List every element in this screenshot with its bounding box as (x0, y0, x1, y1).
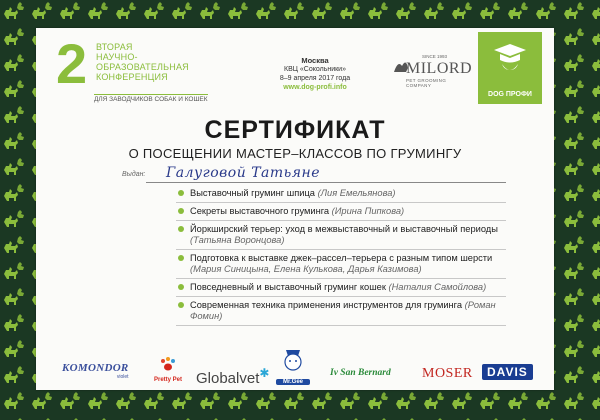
class-topic: Йоркширский терьер: уход в межвыставочный и выставочный периоды (190, 224, 498, 234)
moser-logo: MOSER (422, 366, 473, 381)
bullet-icon (178, 226, 184, 232)
milord-since: SINCE 1993 (422, 54, 448, 59)
paw-icon (159, 356, 177, 372)
mr-gee-logo (276, 348, 310, 385)
conference-title-line: ВТОРАЯ (96, 42, 133, 52)
class-speaker: (Роман Фомин) (190, 300, 496, 321)
class-topic: Подготовка к выставке джек–рассел–терьера с разным типом шерсти (190, 253, 493, 263)
bullet-icon (178, 284, 184, 290)
class-topic: Повседневный и выставочный груминг кошек (190, 282, 386, 292)
milord-tagline: PET GROOMING COMPANY (406, 78, 447, 88)
venue-info (250, 56, 380, 92)
milord-logo (392, 50, 472, 86)
class-speaker: (Лия Емельянова) (317, 188, 396, 198)
komondor-sub: violet (116, 374, 129, 380)
komondor-name: KOMONDOR (62, 362, 129, 374)
bullet-icon (178, 302, 184, 308)
dog-profi-badge (478, 32, 542, 104)
dog-profi-label: DOG ПРОФИ (488, 91, 532, 98)
globalvet-name: Globalvet (196, 370, 260, 387)
san-bernard-logo: Iv San Bernard (330, 368, 391, 378)
list-item (176, 300, 506, 326)
davis-logo: DAVIS (482, 364, 533, 380)
conference-audience: ДЛЯ ЗАВОДЧИКОВ СОБАК И КОШЕК (94, 96, 208, 103)
recipient-name: Галуговой Татьяне (166, 165, 321, 181)
class-speaker: (Наталия Самойлова) (388, 282, 487, 292)
conference-title-line: ОБРАЗОВАТЕЛЬНАЯ (96, 62, 189, 72)
list-item (176, 282, 506, 297)
pretty-pet-name: Pretty Pet (153, 377, 182, 383)
class-topic: Современная техника применения инструментов для груминга (190, 300, 463, 310)
komondor-logo (62, 362, 129, 380)
class-speaker: (Татьяна Воронцова) (190, 235, 285, 245)
list-item (176, 188, 506, 203)
bullet-icon (178, 255, 184, 261)
certificate-paper (36, 28, 554, 390)
conference-number: 2 (56, 32, 88, 95)
venue-city: Москва (301, 56, 329, 65)
certificate-title: СЕРТИФИКАТ (204, 116, 386, 144)
conference-title (96, 42, 189, 82)
asterisk-icon: ✱ (259, 366, 270, 380)
list-item (176, 253, 506, 279)
conference-logo (56, 32, 208, 103)
globalvet-logo (196, 366, 269, 387)
class-speaker: (Ирина Пипкова) (331, 206, 405, 216)
dog-mascot-icon (278, 348, 308, 374)
mr-gee-name: Mr.Gee (276, 379, 310, 385)
pretty-pet-logo (148, 356, 188, 383)
milord-name: MILORD (406, 60, 473, 77)
sponsor-logos (36, 354, 554, 394)
class-speaker: (Мария Синицына, Елена Кулькова, Дарья Казимова) (190, 264, 422, 274)
conference-title-line: КОНФЕРЕНЦИЯ (96, 72, 168, 82)
venue-website: www.dog-profi.info (283, 84, 347, 91)
bullet-icon (178, 208, 184, 214)
bullet-icon (178, 190, 184, 196)
dog-graduate-icon (490, 42, 530, 78)
class-topic: Выставочный груминг шпица (190, 188, 315, 198)
class-topic: Секреты выставочного груминга (190, 206, 330, 216)
venue-place: КВЦ «Сокольники» (284, 66, 346, 73)
list-item (176, 206, 506, 221)
list-item (176, 224, 506, 250)
certificate-subtitle: О ПОСЕЩЕНИИ МАСТЕР–КЛАССОВ ПО ГРУМИНГУ (128, 146, 462, 161)
venue-dates: 8–9 апреля 2017 года (279, 75, 351, 82)
masterclass-list (176, 188, 506, 329)
conference-title-line: НАУЧНО- (96, 52, 138, 62)
issued-underline (146, 182, 506, 183)
issued-label: Выдан: (122, 171, 146, 178)
